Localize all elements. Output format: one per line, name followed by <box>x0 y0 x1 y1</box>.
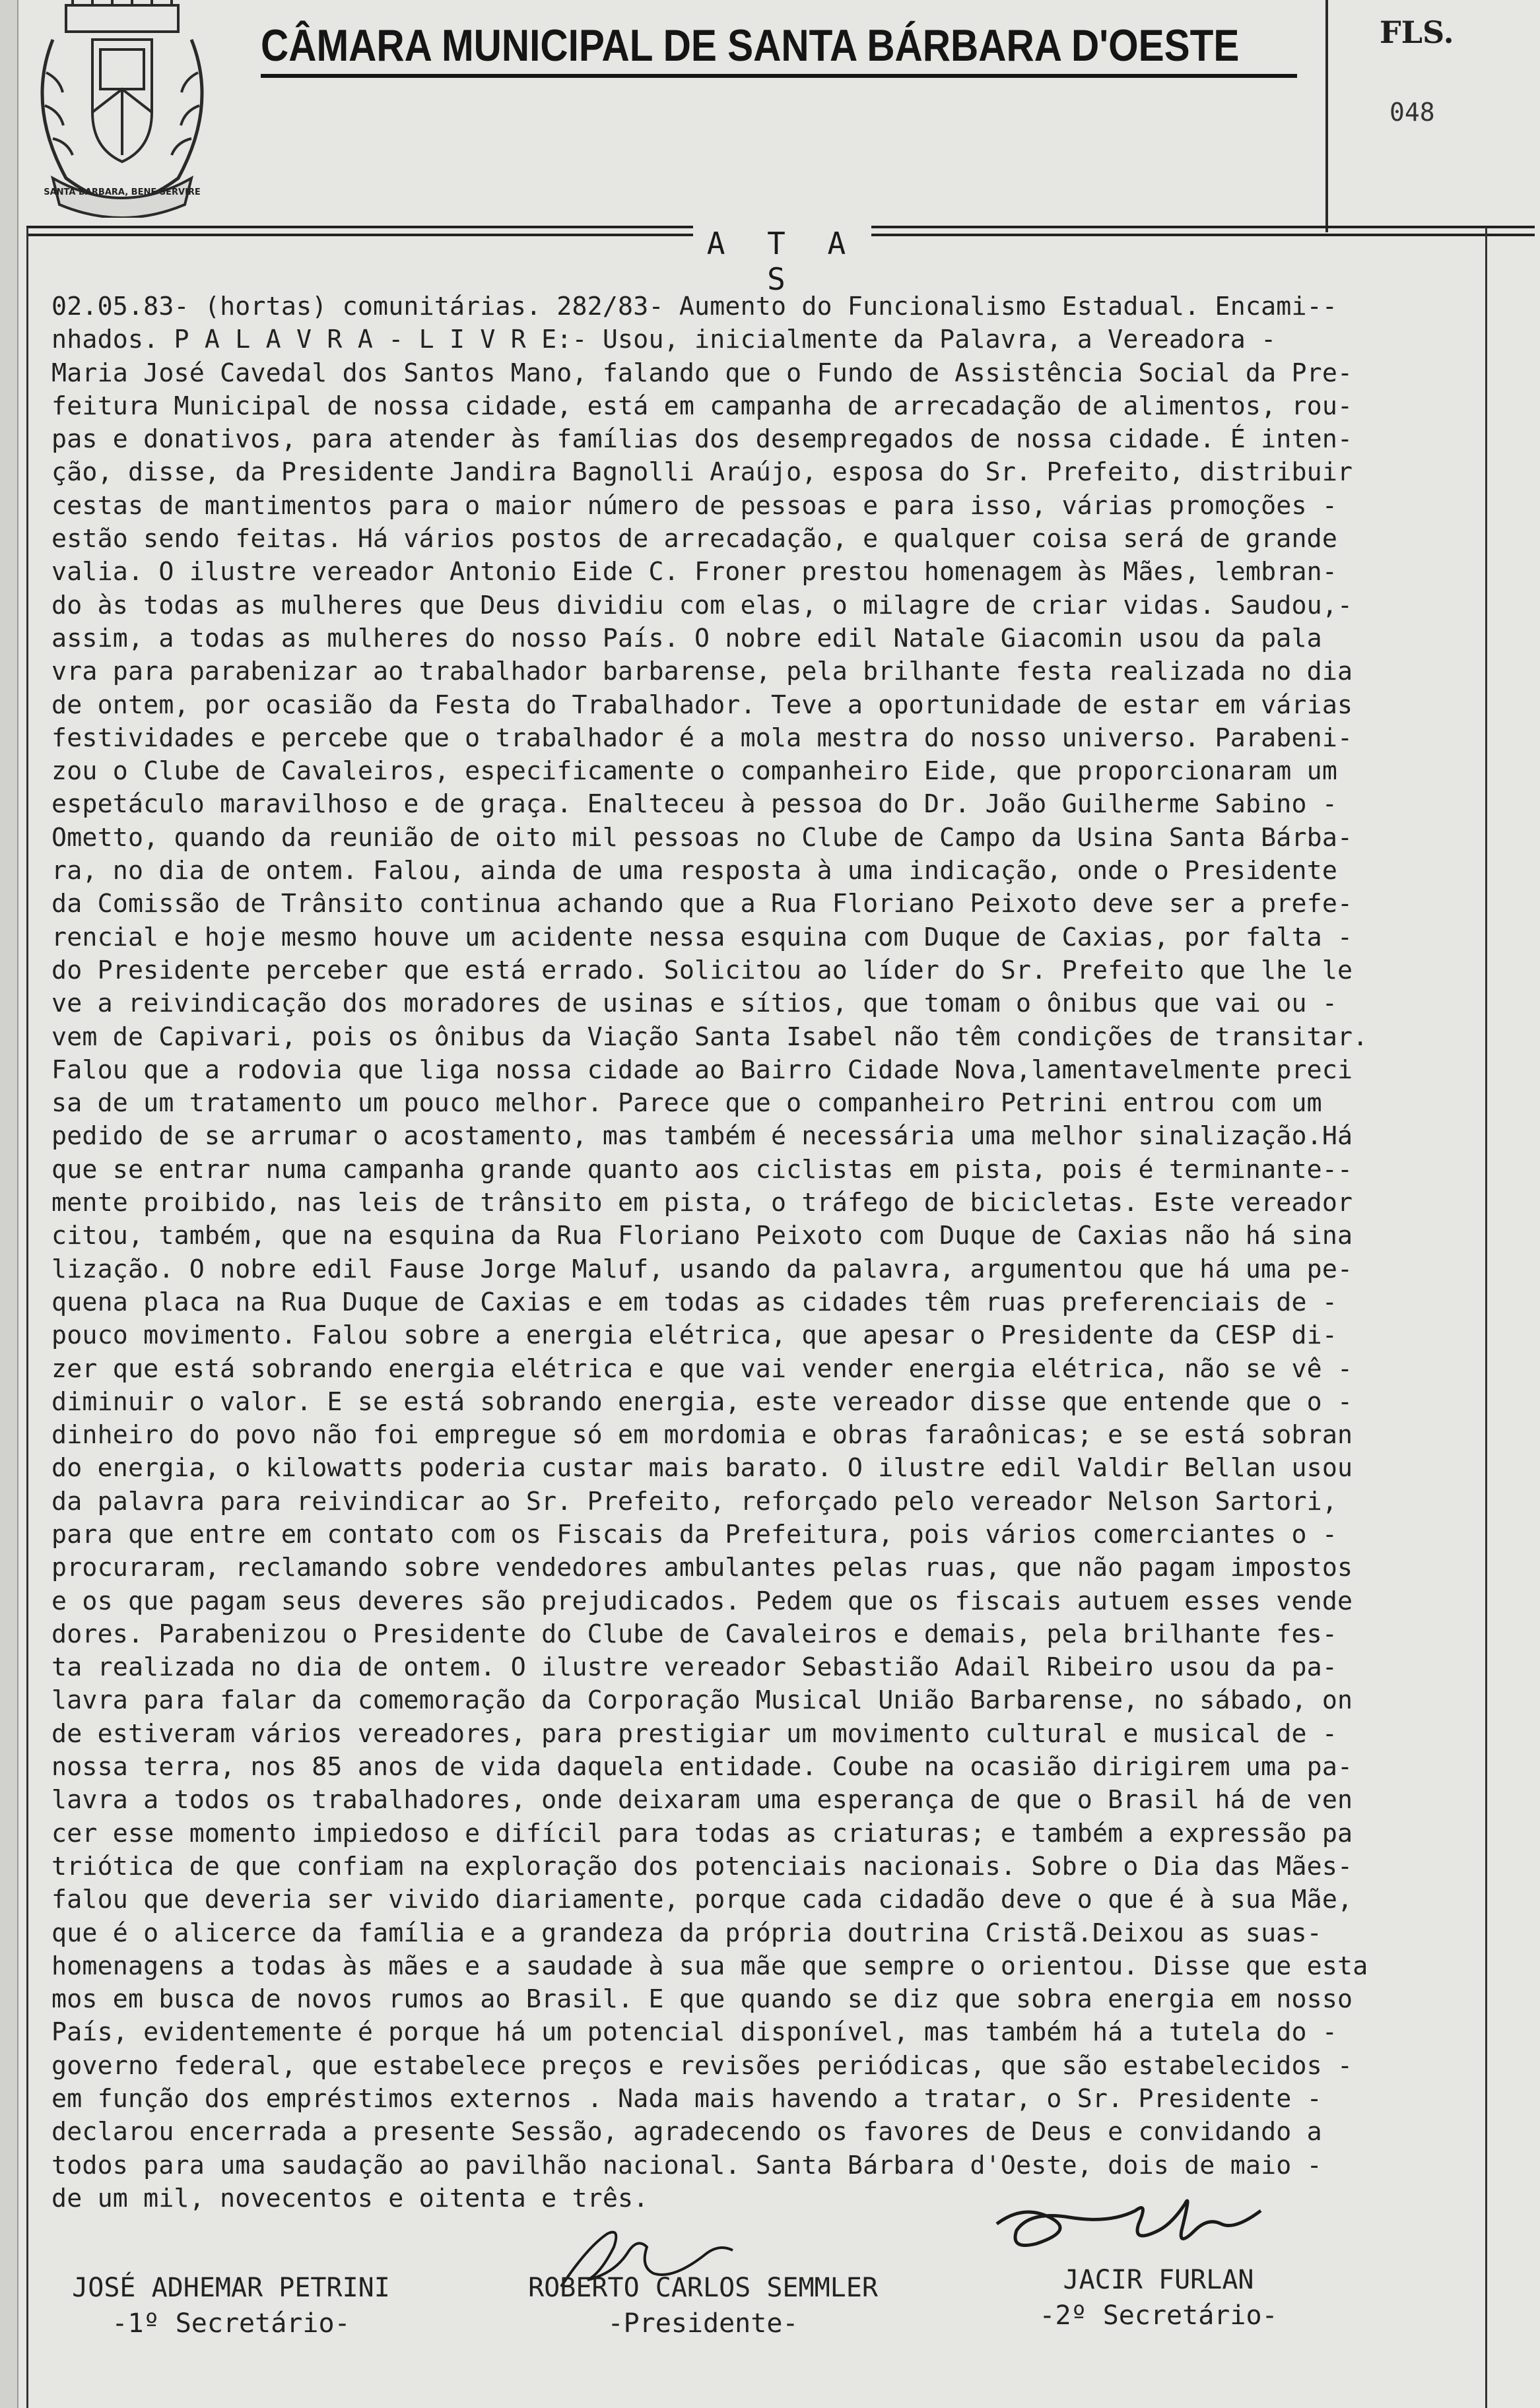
minutes-line: de ontem, por ocasião da Festa do Trabalhador. Teve a oportunidade de estar em várias <box>51 690 1353 720</box>
frame-right <box>1485 228 1487 2408</box>
minutes-line: do Presidente perceber que está errado. Solicitou ao líder do Sr. Prefeito que lhe le <box>51 956 1353 985</box>
minutes-line: vra para parabenizar ao trabalhador barbarense, pela brilhante festa realizada no dia <box>51 657 1353 687</box>
municipal-crest-icon <box>26 0 218 218</box>
minutes-line: ve a reivindicação dos moradores de usinas e sítios, que tomam o ônibus que vai ou - <box>51 989 1338 1019</box>
minutes-line: dores. Parabenizou o Presidente do Clube de Cavaleiros e demais, pela brilhante fes- <box>51 1619 1338 1649</box>
minutes-line: em função dos empréstimos externos . Nada mais havendo a tratar, o Sr. Presidente - <box>51 2085 1322 2114</box>
minutes-line: procuraram, reclamando sobre vendedores ambulantes pelas ruas, que não pagam impostos <box>51 1553 1353 1583</box>
minutes-line: que é o alicerce da família e a grandeza da própria doutrina Cristã.Deixou as suas- <box>51 1918 1322 1948</box>
minutes-line: País, evidentemente é porque há um potencial disponível, mas também há a tutela do - <box>51 2018 1338 2048</box>
frame-left <box>26 228 28 2408</box>
minutes-line: valia. O ilustre vereador Antonio Eide C. Froner prestou homenagem às Mães, lembran- <box>51 558 1338 587</box>
minutes-line: governo federal, que estabelece preços e revisões periódicas, que são estabelecidos - <box>51 2051 1353 2081</box>
minutes-line: diminuir o valor. E se está sobrando energia, este vereador disse que entende que o - <box>51 1387 1353 1417</box>
minutes-line: mente proibido, nas leis de trânsito em pista, o tráfego de bicicletas. Este vereador <box>51 1188 1353 1218</box>
signature-second-secretary <box>1010 2262 1307 2333</box>
chamber-title: CÂMARA MUNICIPAL DE SANTA BÁRBARA D'OESTE <box>261 20 1240 71</box>
second-secretary-role: -2º Secretário- <box>1039 2300 1278 2331</box>
minutes-line: zou o Clube de Cavaleiros, especificamente o companheiro Eide, que proporcionaram um <box>51 757 1338 787</box>
minutes-line: para que entre em contato com os Fiscais da Prefeitura, pois vários comerciantes o - <box>51 1520 1338 1549</box>
minutes-line: feitura Municipal de nossa cidade, está em campanha de arrecadação de alimentos, rou- <box>51 391 1353 421</box>
minutes-line: 02.05.83- (hortas) comunitárias. 282/83- Aumento do Funcionalismo Estadual. Encami-- <box>51 292 1338 321</box>
folio-number: 048 <box>1389 98 1435 127</box>
second-secretary-signature-icon <box>977 2178 1320 2263</box>
title-underline <box>261 74 1297 78</box>
minutes-line: ra, no dia de ontem. Falou, ainda de uma resposta à uma indicação, onde o Presidente <box>51 857 1338 886</box>
minutes-line: da Comissão de Trânsito continua achando que a Rua Floriano Peixoto deve ser a prefe- <box>51 890 1353 919</box>
minutes-line: do às todas as mulheres que Deus dividiu com elas, o milagre de criar vidas. Saudou,- <box>51 591 1353 620</box>
minutes-line: de estiveram vários vereadores, para prestigiar um movimento cultural e musical de - <box>51 1719 1338 1749</box>
minutes-line: lavra a todos os trabalhadores, onde deixaram uma esperança de que o Brasil há de ven <box>51 1786 1353 1815</box>
minutes-line: ta realizada no dia de ontem. O ilustre vereador Sebastião Adail Ribeiro usou da pa- <box>51 1653 1338 1683</box>
fls-label: FLS. <box>1380 15 1454 50</box>
minutes-line: lização. O nobre edil Fause Jorge Maluf, usando da palavra, argumentou que há uma pe- <box>51 1254 1353 1284</box>
minutes-line: todos para uma saudação ao pavilhão nacional. Santa Bárbara d'Oeste, dois de maio - <box>51 2151 1322 2180</box>
rule-right-lower <box>871 234 1535 236</box>
minutes-line: dinheiro do povo não foi empregue só em mordomia e obras faraônicas; e se está sobran <box>51 1421 1353 1450</box>
minutes-line: pouco movimento. Falou sobre a energia elétrica, que apesar o Presidente da CESP di- <box>51 1321 1338 1351</box>
minutes-line: zer que está sobrando energia elétrica e que vai vender energia elétrica, não se vê - <box>51 1354 1353 1384</box>
minutes-line: e os que pagam seus deveres são prejudicados. Pedem que os fiscais autuem esses vende <box>51 1586 1353 1616</box>
minutes-line: Falou que a rodovia que liga nossa cidade ao Bairro Cidade Nova,lamentavelmente preci <box>51 1055 1353 1085</box>
minutes-line: lavra para falar da comemoração da Corporação Musical União Barbarense, no sábado, on <box>51 1686 1353 1716</box>
svg-text:SANTA BARBARA, BENE SERVIRE: SANTA BARBARA, BENE SERVIRE <box>44 187 201 197</box>
minutes-line: citou, também, que na esquina da Rua Floriano Peixoto com Duque de Caxias não há sina <box>51 1221 1353 1251</box>
header-divider <box>1325 0 1328 232</box>
president-name: ROBERTO CARLOS SEMMLER <box>528 2273 878 2303</box>
minutes-line: do energia, o kilowatts poderia custar mais barato. O ilustre edil Valdir Bellan usou <box>51 1454 1353 1483</box>
first-secretary-name: JOSÉ ADHEMAR PETRINI <box>72 2273 390 2303</box>
rule-left-lower <box>26 234 693 236</box>
minutes-line: ção, disse, da Presidente Jandira Bagnolli Araújo, esposa do Sr. Prefeito, distribuir <box>51 458 1353 488</box>
minutes-text <box>51 290 1471 2215</box>
minutes-line: declarou encerrada a presente Sessão, agradecendo os favores de Deus e convidando a <box>51 2118 1322 2147</box>
minutes-line: quena placa na Rua Duque de Caxias e em todas as cidades têm ruas preferenciais de - <box>51 1287 1338 1317</box>
minutes-line: cestas de mantimentos para o maior número de pessoas e para isso, várias promoções - <box>51 491 1338 521</box>
minutes-line: espetáculo maravilhoso e de graça. Enalteceu à pessoa do Dr. João Guilherme Sabino - <box>51 790 1338 820</box>
rule-right-upper <box>871 226 1535 228</box>
minutes-line: rencial e hoje mesmo houve um acidente nessa esquina com Duque de Caxias, por falta - <box>51 923 1353 952</box>
signature-first-secretary <box>53 2270 409 2341</box>
minutes-line: festividades e percebe que o trabalhador é a mola mestra do nosso universo. Parabeni- <box>51 723 1353 753</box>
president-role: -Presidente- <box>607 2308 799 2339</box>
minutes-line: falou que deveria ser vivido diariamente, porque cada cidadão deve o que é à sua Mãe, <box>51 1885 1353 1915</box>
minutes-line: mos em busca de novos rumos ao Brasil. E que quando se diz que sobra energia em nosso <box>51 1985 1353 2015</box>
minutes-line: sa de um tratamento um pouco melhor. Parece que o companheiro Petrini entrou com um <box>51 1089 1322 1119</box>
second-secretary-name: JACIR FURLAN <box>1063 2265 1254 2295</box>
signature-president <box>508 2270 898 2341</box>
minutes-line: nhados. P A L A V R A - L I V R E:- Usou, inicialmente da Palavra, a Vereadora - <box>51 325 1277 355</box>
section-title: A T A S <box>706 226 858 297</box>
first-secretary-role: -1º Secretário- <box>112 2308 351 2339</box>
minutes-line: cer esse momento impiedoso e difícil para todas as criaturas; e também a expressão pa <box>51 1819 1353 1848</box>
minutes-line: estão sendo feitas. Há vários postos de arrecadação, e qualquer coisa será de grande <box>51 525 1338 554</box>
minutes-line: homenagens a todas às mães e a saudade à sua mãe que sempre o orientou. Disse que esta <box>51 1951 1368 1981</box>
minutes-line: pedido de se arrumar o acostamento, mas também é necessária uma melhor sinalização.Há <box>51 1122 1353 1152</box>
minutes-line: que se entrar numa campanha grande quanto aos ciclistas em pista, pois é terminante-- <box>51 1155 1353 1185</box>
minutes-line: Maria José Cavedal dos Santos Mano, falando que o Fundo de Assistência Social da Pre- <box>51 358 1353 388</box>
binding-edge <box>0 0 18 2408</box>
minutes-line: de um mil, novecentos e oitenta e três. <box>51 2184 649 2213</box>
minutes-line: Ometto, quando da reunião de oito mil pessoas no Clube de Campo da Usina Santa Bárba- <box>51 823 1353 853</box>
minutes-line: triótica de que confiam na exploração dos potenciais nacionais. Sobre o Dia das Mães- <box>51 1852 1353 1881</box>
minutes-line: nossa terra, nos 85 anos de vida daquela entidade. Coube na ocasião dirigirem uma pa- <box>51 1753 1353 1782</box>
minutes-line: vem de Capivari, pois os ônibus da Viação Santa Isabel não têm condições de transitar. <box>51 1022 1368 1052</box>
minutes-line: assim, a todas as mulheres do nosso País. O nobre edil Natale Giacomin usou da pala <box>51 624 1322 653</box>
minutes-line: pas e donativos, para atender às famílias dos desempregados de nossa cidade. É inten- <box>51 425 1353 455</box>
minutes-line: da palavra para reivindicar ao Sr. Prefeito, reforçado pelo vereador Nelson Sartori, <box>51 1487 1338 1516</box>
rule-left-upper <box>26 226 693 228</box>
